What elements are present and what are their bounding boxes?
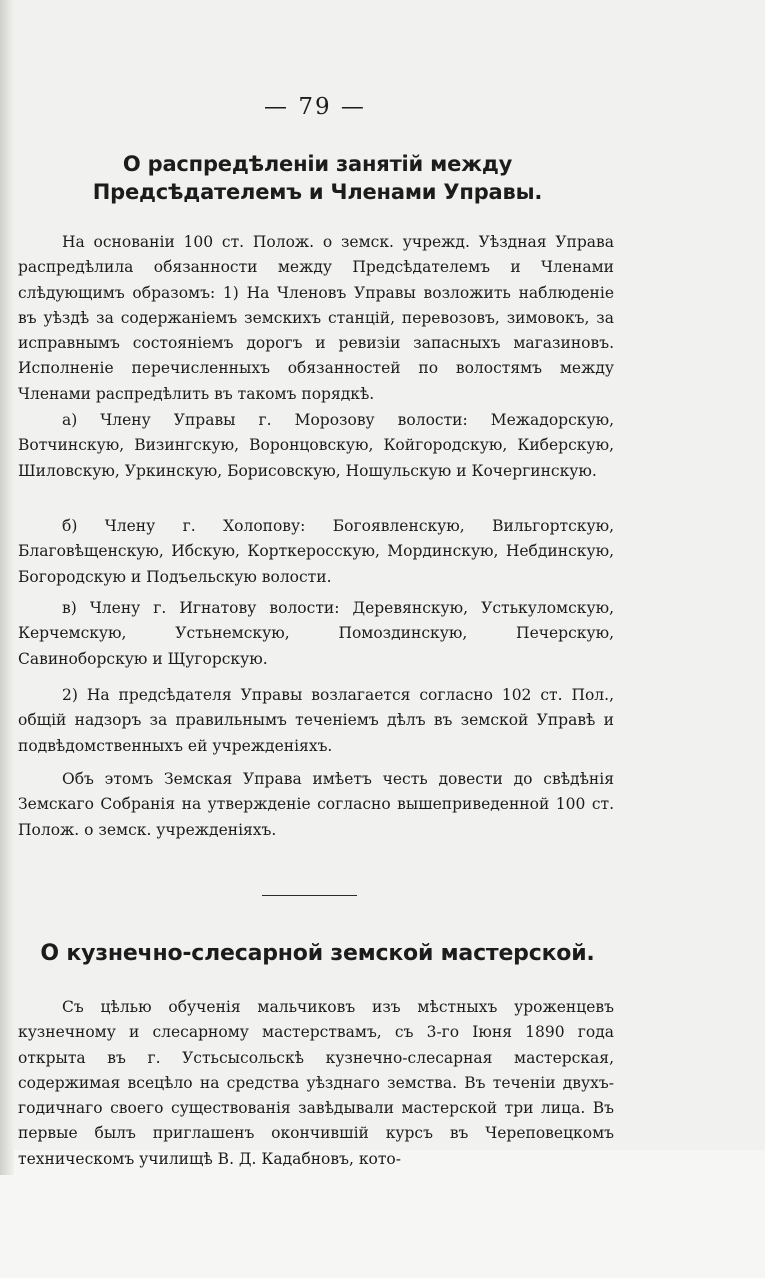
page-number: — 79 — <box>264 94 366 120</box>
paragraph-workshop: Съ цѣлью обученія мальчиковъ изъ мѣстныхъ уроженцевъ кузнечному и слесарному мастерствамъ, съ 3-го Іюня 1890 года открыта въ г. Устьсысольскѣ кузнечно-слесарная мастерская, содержимая всецѣло на средства уѣзднаго земства. Въ теченіи двухъ-годичнаго своего существованія завѣдывали мастерской три лица. Въ первые былъ приглашенъ окончившій курсъ въ Череповецкомъ техническомъ училищѣ В. Д. Кадабновъ, кото- <box>18 998 614 1168</box>
paragraph-intro: На основаніи 100 ст. Полож. о земск. учрежд. Уѣздная Управа распредѣлила обязанности между Предсѣдателемъ и Членами слѣдующимъ образомъ: 1) На Членовъ Управы возложить наблюденіе въ уѣздѣ за содержаніемъ земскихъ станцій, перевозовъ, зимовокъ, за исправнымъ состояніемъ дорогъ и ревизіи запасныхъ магазиновъ. Исполненіе перечисленныхъ обязанностей по волостямъ между Членами распредѣлить въ такомъ порядкѣ. <box>18 233 614 403</box>
section-heading-workshop: О кузнечно-слесарной земской мастерской. <box>40 941 595 966</box>
paragraph-member-morozov: а) Члену Управы г. Морозову волости: Межадорскую, Вотчинскую, Визингскую, Воронцовскую, Койгородскую, Киберскую, Шиловскую, Уркинскую, Борисовскую, Ношульскую и Кочергинскую. <box>18 411 614 480</box>
paragraph-chairman: 2) На предсѣдателя Управы возлагается согласно 102 ст. Пол., общій надзоръ за правильнымъ теченіемъ дѣлъ въ земской Управѣ и подвѣдомственныхъ ей учрежденіяхъ. <box>18 686 614 755</box>
section-heading-duties: О распредѣленіи занятій между Предсѣдателемъ и Членами Управы. <box>92 152 543 204</box>
section-divider <box>262 895 357 896</box>
paragraph-member-ignatov: в) Члену г. Игнатову волости: Деревянскую, Устькуломскую, Керчемскую, Устьнемскую, Помоздинскую, Печерскую, Савинoборскую и Щугорскую. <box>18 599 614 668</box>
paragraph-conclusion: Объ этомъ Земская Управа имѣетъ честь довести до свѣдѣнія Земскаго Собранія на утвержденіе согласно вышеприведенной 100 ст. Полож. о земск. учрежденіяхъ. <box>18 770 614 839</box>
paragraph-member-kholopov: б) Члену г. Холопову: Богоявленскую, Вильгортскую, Благовѣщенскую, Ибскую, Корткеросскую, Мординскую, Небдинскую, Богородскую и Подъельскую волости. <box>18 517 614 586</box>
binding-shadow <box>0 0 14 1175</box>
